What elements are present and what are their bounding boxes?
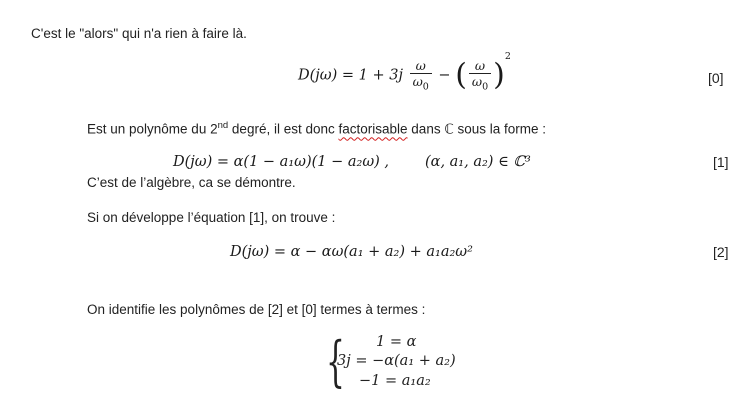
equation-1-set: (α, a₁, a₂) ∈ ℂ³: [425, 154, 531, 170]
paragraph-polynomial: Est un polynôme du 2nd degré, il est donc factorisable dans ℂ sous la forme :: [87, 120, 547, 137]
paragraph-algebra: C’est de l’algèbre, ca se démontre.: [87, 175, 296, 190]
system-line-3: −1 = a₁a₂: [359, 373, 431, 389]
fraction-omega-over-omega0: $\frac{\omega}{\omega_0}$: [410, 58, 432, 93]
equation-1-tag: [1]: [713, 154, 729, 170]
system-line-2: 3j = −α(a₁ + a₂): [337, 353, 456, 369]
paragraph-intro: C'est le "alors" qui n'a rien à faire là.: [31, 26, 247, 41]
equation-1: D(jω) = α(1 − a₁ω)(1 − a₂ω) ,: [173, 154, 390, 170]
system-brace: {: [326, 330, 345, 393]
equation-2-tag: [2]: [713, 244, 729, 260]
equation-0: D(jω) = 1 + 3j $\frac{\omega}{\omega_0}$ − ( $\frac{\omega}{\omega_0}$ )$^2$: [298, 51, 511, 93]
equation-0-lhs: D(jω) = 1 + 3j: [298, 67, 403, 84]
system-line-1: 1 = α: [376, 334, 417, 350]
paragraph-develop: Si on développe l’équation [1], on trouve :: [87, 210, 336, 225]
fraction-omega-over-omega0-squared: $\frac{\omega}{\omega_0}$: [469, 58, 491, 93]
equation-0-tag: [0]: [708, 70, 724, 86]
paragraph-identify: On identifie les polynômes de [2] et [0] termes à termes :: [87, 302, 426, 317]
misspelled-word: factorisable: [338, 121, 408, 137]
equation-2: D(jω) = α − αω(a₁ + a₂) + a₁a₂ω²: [230, 244, 473, 260]
